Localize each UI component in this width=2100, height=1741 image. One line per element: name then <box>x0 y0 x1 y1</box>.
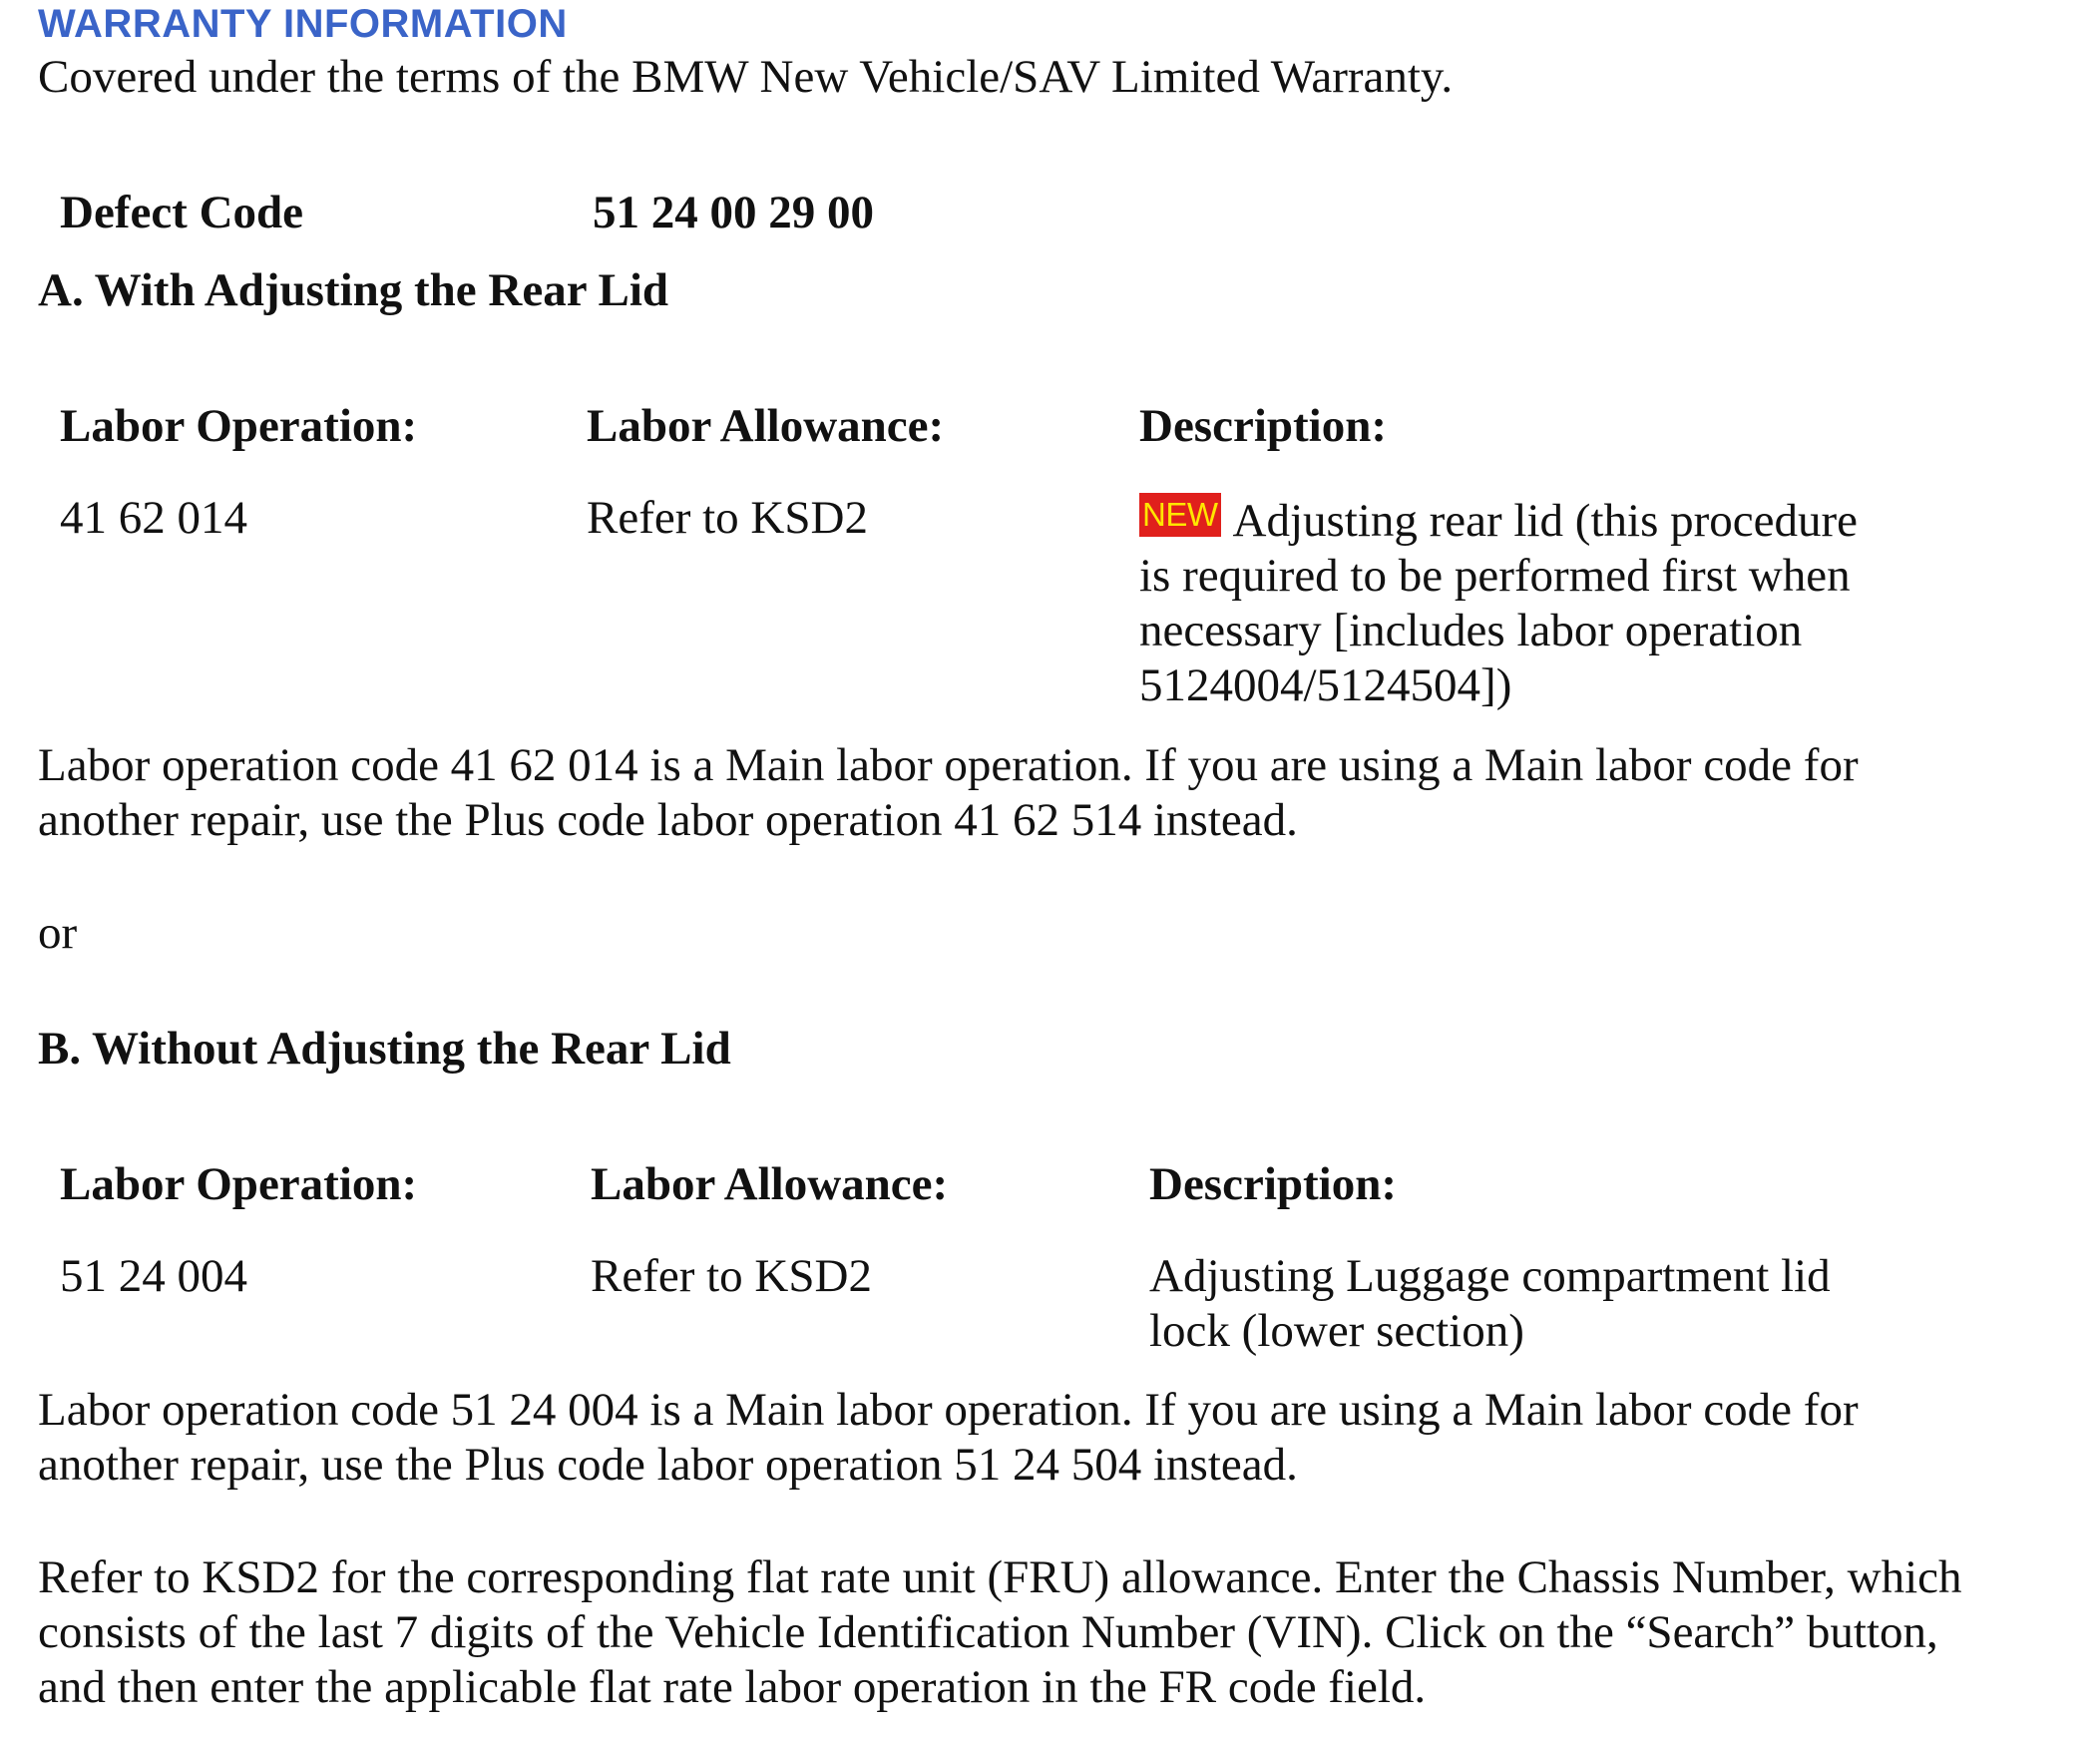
section-b-note <box>38 1383 1859 1493</box>
section-b-col-description: Description: <box>1149 1158 1398 1210</box>
footer-line: and then enter the applicable flat rate labor operation in the FR code field. <box>38 1661 1427 1713</box>
defect-code-label: Defect Code <box>60 187 304 238</box>
footer-line: consists of the last 7 digits of the Vehicle Identification Number (VIN). Click on the “Search” button, <box>38 1606 1938 1658</box>
section-b-description <box>1149 1249 2047 1359</box>
section-a-col-description: Description: <box>1139 400 1388 452</box>
defect-code-value: 51 24 00 29 00 <box>593 187 874 238</box>
section-a-description-line: is required to be performed first when <box>1139 550 1851 602</box>
section-b-heading: B. Without Adjusting the Rear Lid <box>38 1023 731 1075</box>
section-a-description <box>1139 493 2037 713</box>
section-a-note-line: another repair, use the Plus code labor operation 41 62 514 instead. <box>38 794 1298 846</box>
section-b-description-line: Adjusting Luggage compartment lid <box>1149 1250 1831 1302</box>
section-a-description-line: Adjusting rear lid (this procedure <box>1232 495 1858 547</box>
section-b-note-line: another repair, use the Plus code labor operation 51 24 504 instead. <box>38 1439 1298 1491</box>
section-a-operation: 41 62 014 <box>60 492 247 544</box>
or-separator: or <box>38 907 78 959</box>
section-b-operation: 51 24 004 <box>60 1250 247 1302</box>
coverage-text: Covered under the terms of the BMW New Vehicle/SAV Limited Warranty. <box>38 51 1454 103</box>
section-b-note-line: Labor operation code 51 24 004 is a Main labor operation. If you are using a Main labor code for <box>38 1384 1859 1436</box>
section-b-allowance: Refer to KSD2 <box>591 1250 872 1302</box>
section-a-col-operation: Labor Operation: <box>60 400 418 452</box>
section-b-description-line: lock (lower section) <box>1149 1305 1524 1357</box>
section-a-description-line: 5124004/5124504]) <box>1139 659 1512 711</box>
section-b-col-allowance: Labor Allowance: <box>591 1158 949 1210</box>
warranty-title: WARRANTY INFORMATION <box>38 2 568 46</box>
section-a-col-allowance: Labor Allowance: <box>587 400 945 452</box>
section-a-heading: A. With Adjusting the Rear Lid <box>38 264 669 316</box>
footer-instructions <box>38 1550 1962 1715</box>
section-b-col-operation: Labor Operation: <box>60 1158 418 1210</box>
section-a-note <box>38 738 1859 848</box>
section-a-note-line: Labor operation code 41 62 014 is a Main labor operation. If you are using a Main labor code for <box>38 739 1859 791</box>
new-badge: NEW <box>1139 493 1221 537</box>
section-a-allowance: Refer to KSD2 <box>587 492 868 544</box>
section-a-description-line: necessary [includes labor operation <box>1139 605 1803 656</box>
footer-line: Refer to KSD2 for the corresponding flat rate unit (FRU) allowance. Enter the Chassis Number, which <box>38 1551 1962 1603</box>
